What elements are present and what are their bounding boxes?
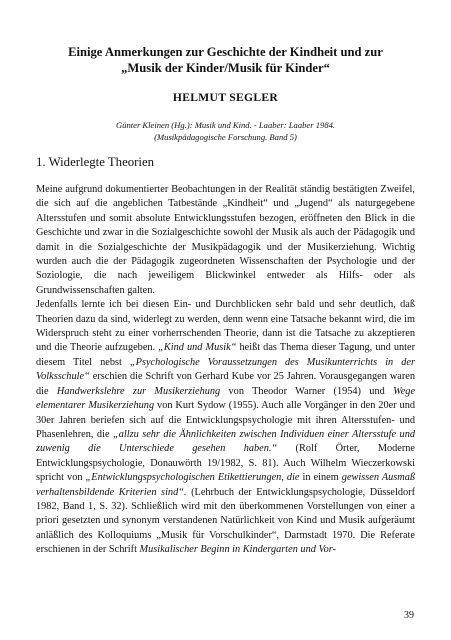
- title-line-2: „Musik der Kinder/Musik für Kinder“: [121, 61, 330, 75]
- article-title: [36, 44, 415, 76]
- text-run: von Kurt Sydow (1955). Auch alle Vorgänger in den 20er und 30er Jahren beriefen sich auf die Entwicklungspsychologie mit ihren Altersstufen- und Phasenlehren, die: [36, 400, 415, 440]
- text-run: erschien die Schrift von Gerhard Kube vor 25 Jahren. Vorausgegangen waren die: [36, 371, 415, 397]
- italic-run: Musikalischer Beginn in Kindergarten und Vor-: [139, 544, 336, 556]
- italic-run: gewissen Ausmaß verhaltensbildende Kriterien sind“.: [36, 472, 416, 498]
- source-line-2: (Musikpädagogische Forschung. Band 5): [154, 131, 297, 142]
- paragraph-2: [36, 298, 415, 557]
- title-line-1: Einige Anmerkungen zur Geschichte der Kindheit und zur: [68, 45, 383, 59]
- italic-run: „Kind und Musik“: [158, 342, 237, 354]
- text-run: heißt das Thema dieser Tagung, und unter diesem Titel nebst: [36, 342, 415, 368]
- author-name: HELMUT SEGLER: [172, 91, 279, 104]
- italic-run: „allzu sehr die Ähnlichkeiten zwischen Individuen einer Altersstufe und zuwenig die Unterschiede gesehen haben.“: [36, 428, 415, 455]
- italic-run: Wege elementarer Musikerziehung: [36, 385, 416, 412]
- text-run: in einem: [299, 472, 342, 484]
- italic-run: „Psychologische Voraussetzungen des Musikunterrichts in der Volksschule“: [36, 356, 415, 383]
- text-run: Jedenfalls lernte ich bei diesen Ein- und Durchblicken sehr bald und sehr deutlich, daß Theorien dazu da sind, widerlegt zu werden, denn wenn eine Tatsache bekannt wird, die im Widerspruch steht zu einer vorherrschenden Theorie, dann ist die Tatsache zu akzeptieren und die Theorie aufzugeben.: [36, 299, 415, 354]
- italic-run: Handwerkslehre zur Musikerziehung: [56, 385, 221, 397]
- section-heading: 1. Widerlegte Theorien: [36, 155, 155, 169]
- text-run: (Lehrbuch der Entwicklungspsychologie, Düsseldorf 1982, Band 1, S. 32). Schließlich wird mit den überkommenen Vorstellungen von einer a priori gesetzten und synonym verstandenen Natürlichkeit von Kind und Musik aufgeräumt anläßlich des Kolloquiums „Musik für Vorschulkinder“, Darmstadt 1970. Die Referate erschienen in der Schrift: [36, 486, 415, 556]
- source-citation: [36, 120, 415, 143]
- paragraph-1: Meine aufgrund dokumentierter Beobachtungen in der Realität ständig bestätigten Zweifel, die sich auf die angeblichen Tatbestände „Kindheit“ und „Jugend“ als naturgegebene Altersstufen und somit absolute Entwicklungsstufen bezogen, eröffneten den Blick in die Geschichte und zwar in die Sozialgeschichte sowohl der Musik als auch der Pädagogik und damit in die Sozialgeschichte der Musikpädagogik und der Musikerziehung. Wichtig wurden auch die der Pädagogik zugeordneten Wissenschaften der Psychologie und der Soziologie, die nach jeweiligem Blickwinkel entweder als Hilfs- oder als Grundwissenschaften galten.: [36, 184, 415, 296]
- page-number: 39: [404, 610, 414, 621]
- body-text: [36, 183, 415, 558]
- source-line-1: Günter Kleinen (Hg.): Musik und Kind. - Laaber: Laaber 1984.: [115, 120, 336, 130]
- italic-run: „Entwicklungspsychologischen Etikettierungen, die: [85, 472, 300, 484]
- page-content: [36, 44, 415, 558]
- text-run: (Rolf Örter, Moderne Entwicklungspsychologie, Donauwörth 19/1982, S. 81). Auch Wilhelm Wieczerkowski spricht von: [36, 443, 416, 484]
- text-run: von Theodor Warner (1954) und: [220, 385, 394, 397]
